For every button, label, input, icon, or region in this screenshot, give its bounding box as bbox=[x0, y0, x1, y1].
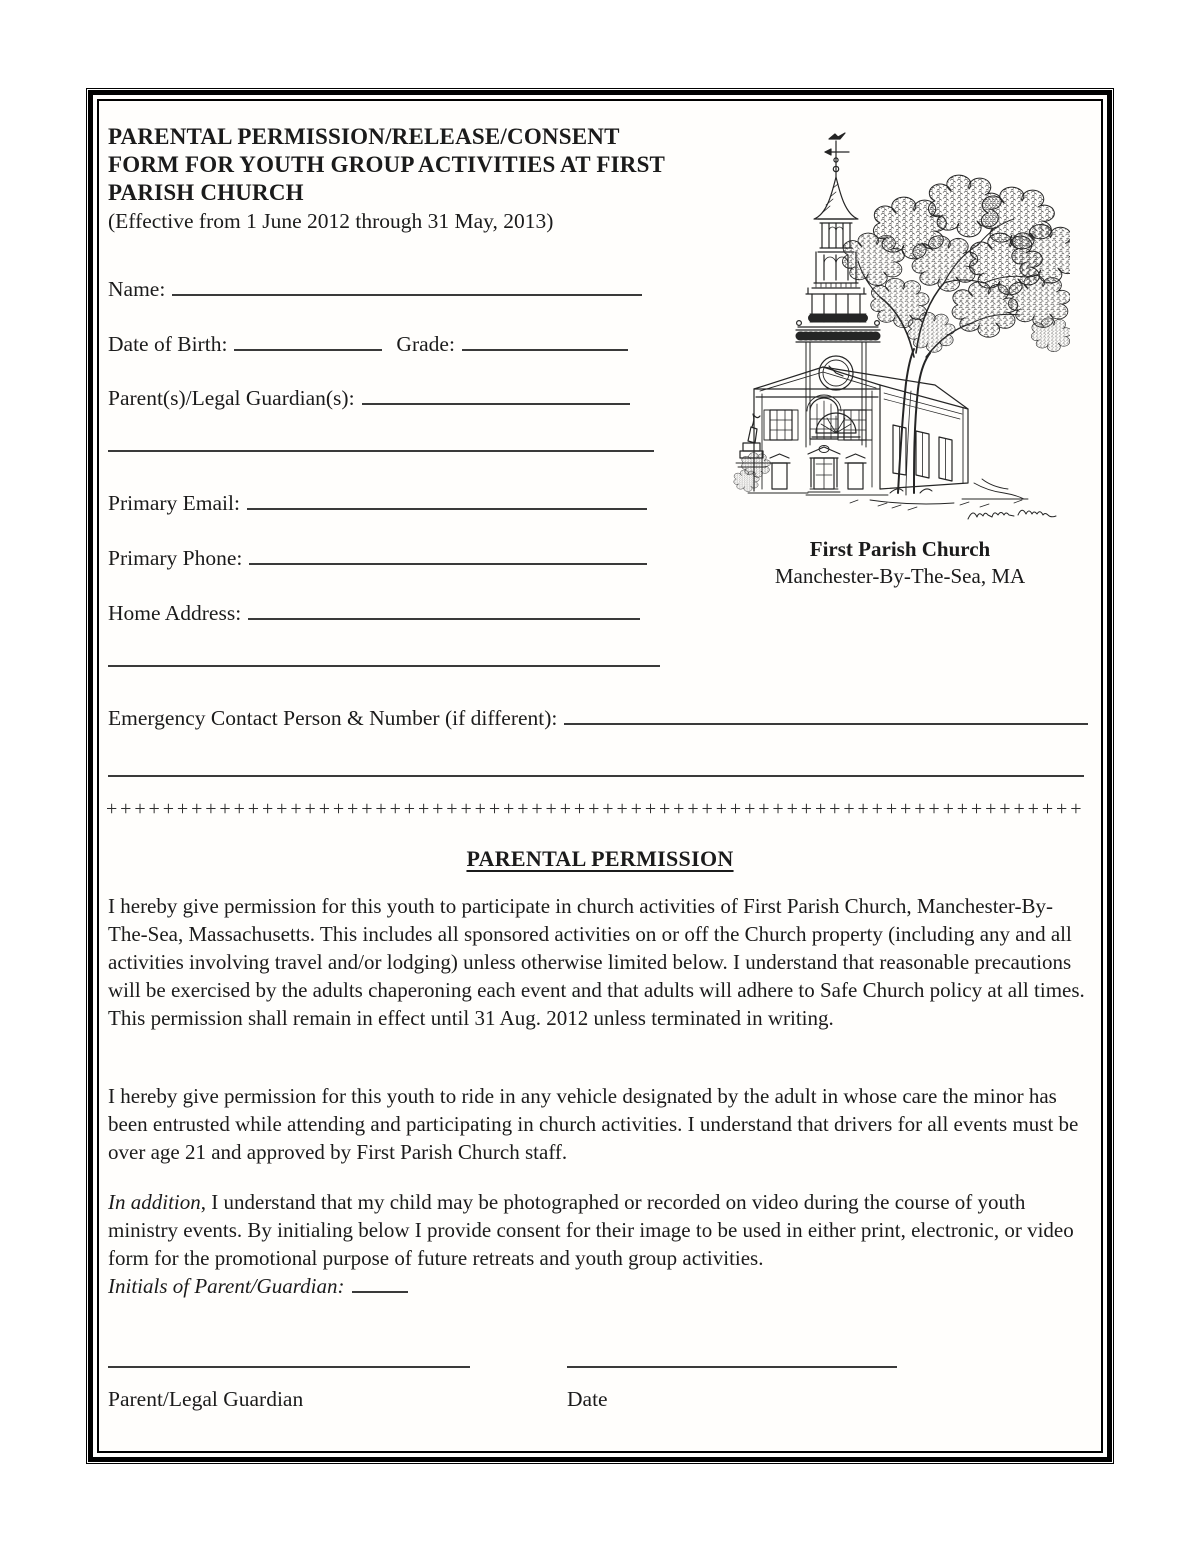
grade-label: Grade: bbox=[396, 332, 455, 356]
monument-and-ground bbox=[734, 414, 1028, 510]
guardians-field-row bbox=[108, 382, 630, 411]
emergency-fill-line bbox=[564, 702, 1088, 725]
guardian-signature-label: Parent/Legal Guardian bbox=[108, 1387, 304, 1411]
artist-signature bbox=[968, 510, 1056, 519]
guardian-signature-line bbox=[108, 1366, 470, 1368]
page-title-line-1: PARENTAL PERMISSION/RELEASE/CONSENT bbox=[108, 124, 620, 149]
permission-paragraph-2: I hereby give permission for this youth to ride in any vehicle designated by the adult in whose care the minor has been entrusted while attending and participating in church activities. I understand that drivers for all events must be over age 21 and approved by First Parish Church staff. bbox=[108, 1084, 1079, 1164]
emergency-label: Emergency Contact Person & Number (if different): bbox=[108, 706, 558, 730]
plus-separator-row: +++++++++++++++++++++++++++++++++++++++++++++++++++++++++++++++++++++ bbox=[106, 798, 1085, 820]
section-heading: PARENTAL PERMISSION bbox=[466, 846, 734, 871]
address-fill-line bbox=[248, 597, 640, 620]
paragraph-3-body: , I understand that my child may be photographed or recorded on video during the course of youth ministry events. By initialing below I provide consent for their image to be used in either print, electronic, or video form for the promotional purpose of future retreats and youth group activities. bbox=[108, 1190, 1074, 1270]
guardians-label: Parent(s)/Legal Guardian(s): bbox=[108, 386, 355, 410]
phone-label: Primary Phone: bbox=[108, 546, 243, 570]
address-label: Home Address: bbox=[108, 601, 242, 625]
church-caption bbox=[730, 536, 1070, 590]
document-page bbox=[88, 90, 1112, 1462]
permission-paragraph-1: I hereby give permission for this youth to participate in church activities of First Parish Church, Manchester-By-The-Sea, Massachusetts. This includes all sponsored activities on or off the Church property (including any and all activities involving travel and/or lodging) unless otherwise limited below. I understand that reasonable precautions will be exercised by the adults chaperoning each event and that adults will adhere to Safe Church policy at all times. This permission shall remain in effect until 31 Aug. 2012 unless terminated in writing. bbox=[108, 894, 1085, 1030]
church-caption-location: Manchester-By-The-Sea, MA bbox=[774, 564, 1026, 588]
steeple bbox=[796, 133, 880, 447]
phone-fill-line bbox=[249, 542, 647, 565]
effective-dates-line: (Effective from 1 June 2012 through 31 May, 2013) bbox=[108, 209, 554, 233]
name-field-row bbox=[108, 273, 642, 302]
initials-fill-line bbox=[352, 1273, 408, 1293]
guardians-continuation-line bbox=[108, 450, 654, 452]
church-line-drawing bbox=[730, 127, 1070, 527]
church-building bbox=[754, 367, 968, 495]
guardians-fill-line bbox=[362, 382, 630, 405]
initials-label: Initials of Parent/Guardian: bbox=[108, 1274, 345, 1298]
emergency-field-row bbox=[108, 702, 1088, 731]
church-illustration-figure bbox=[730, 127, 1070, 590]
title-block bbox=[108, 123, 748, 235]
phone-field-row bbox=[108, 542, 647, 571]
email-label: Primary Email: bbox=[108, 491, 240, 515]
initials-line bbox=[108, 1272, 1086, 1300]
name-fill-line bbox=[172, 273, 642, 296]
double-border-frame bbox=[97, 99, 1103, 1453]
email-fill-line bbox=[247, 487, 647, 510]
date-signature-line bbox=[567, 1366, 897, 1368]
address-field-row bbox=[108, 597, 640, 626]
page-title-line-2: FORM FOR YOUTH GROUP ACTIVITIES AT FIRST bbox=[108, 152, 666, 177]
church-caption-title: First Parish Church bbox=[809, 537, 991, 561]
dob-label: Date of Birth: bbox=[108, 332, 228, 356]
page-title-line-3: PARISH CHURCH bbox=[108, 180, 304, 205]
dob-fill-line bbox=[234, 328, 382, 351]
paragraph-3-italic-lead: In addition bbox=[108, 1190, 201, 1214]
address-continuation-line bbox=[108, 665, 660, 667]
permission-paragraph-3 bbox=[108, 1188, 1086, 1300]
dob-grade-field-row bbox=[108, 328, 628, 357]
name-label: Name: bbox=[108, 277, 166, 301]
date-signature-label: Date bbox=[567, 1387, 608, 1411]
emergency-continuation-line bbox=[108, 775, 1084, 777]
email-field-row bbox=[108, 487, 647, 516]
grade-fill-line bbox=[462, 328, 628, 351]
